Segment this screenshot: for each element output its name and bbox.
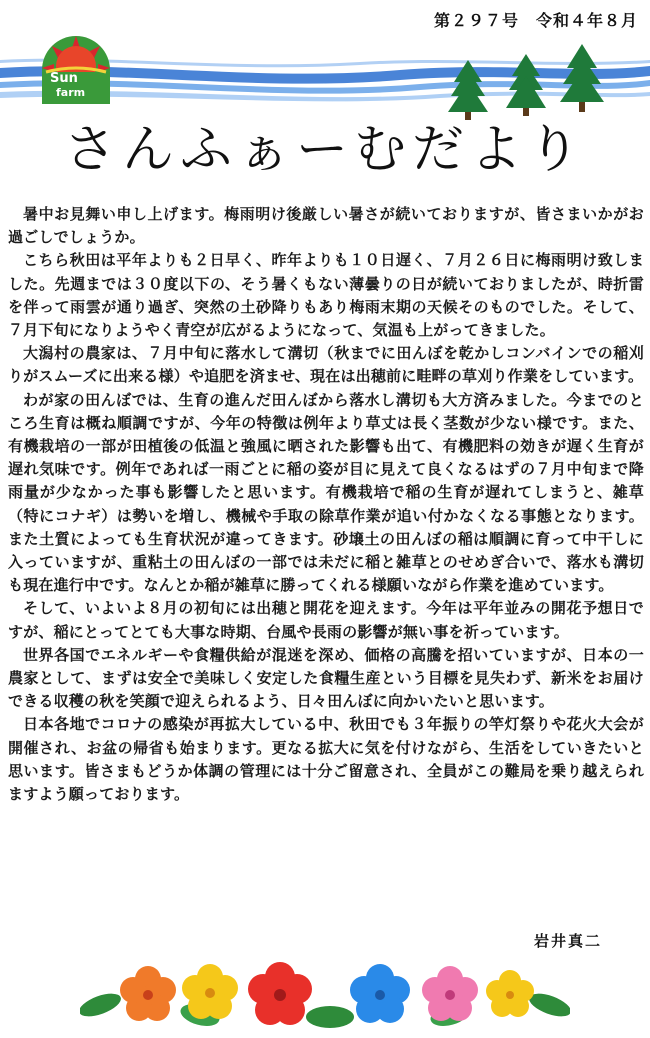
hibiscus-flower-icon: [248, 962, 312, 1025]
paragraph: 日本各地でコロナの感染が再拡大している中、秋田でも３年振りの竿灯祭りや花火大会が開催され、お盆の帰省も始まります。更なる拡大に気を付けながら、生活をしていきたいと思います。皆さまもどうか体調の管理には十分ご留意され、全員がこの難局を乗り越えられますよう願っております。: [8, 715, 644, 804]
issue-number-date: 第２９７号 令和４年８月: [433, 11, 638, 30]
paragraph: 暑中お見舞い申し上げます。梅雨明け後厳しい暑さが続いておりますが、皆さまいかがお過ごしでしょうか。: [8, 205, 644, 247]
paragraph: こちら秋田は平年よりも２日早く、昨年よりも１０日遅く、７月２６日に梅雨明け致しました。先週までは３０度以下の、そう暑くもない薄曇りの日が続いておりましたが、時折雷を伴って雨雲が通り過ぎ、突然の土砂降りもあり梅雨末期の天候そのものでした。そして、７月下旬になりようやく青空が広がるようになって、気温も上がってきました。: [8, 251, 644, 340]
logo-text-sun: Sun: [50, 71, 78, 86]
hibiscus-flower-icon: [120, 966, 176, 1021]
hibiscus-flower-icon: [486, 970, 534, 1017]
header-graphic: [0, 30, 650, 120]
hibiscus-flower-icon: [422, 966, 478, 1021]
signature: 岩井真二: [533, 932, 602, 950]
body-text: [8, 203, 644, 806]
paragraph: そして、いよいよ８月の初旬には出穂と開花を迎えます。今年は平年並みの開花予想日ですが、稲にとってとても大事な時期、台風や長雨の影響が無い事を祈っています。: [8, 599, 644, 641]
hibiscus-flower-icon: [350, 964, 410, 1023]
newsletter-title: さんふぁーむだより: [63, 120, 586, 180]
paragraph: わが家の田んぼでは、生育の進んだ田んぼから落水し溝切も大方済みました。今までのところ生育は概ね順調ですが、今年の特徴は例年より草丈は長く茎数が少ない様です。また、有機栽培の一部が田植後の低温と強風に晒された影響も出て、有機肥料の効きが遅く生育が遅れ気味です。例年であれば一雨ごとに稲の姿が目に見えて良くなるはずの７月中旬まで降雨量が少なかった事も影響したと思います。有機栽培で稲の生育が遅れてしまうと、雑草（特にコナギ）は勢いを増し、機械や手取の除草作業が追い付かなくなる事態となります。また土質によっても生育状況が違ってきます。砂壌土の田んぼの稲は順調に育って中干しに入っていますが、重粘土の田んぼの一部では未だに稲と雑草とのせめぎ合いで、落水も溝切も現在進行中です。なんとか稲が雑草に勝ってくれる様願いながら作業を進めています。: [8, 390, 644, 595]
paragraph: 世界各国でエネルギーや食糧供給が混迷を深め、価格の高騰を招いていますが、日本の一農家として、まずは安全で美味しく安定した食糧生産という目標を見失わず、新米をお届けできる収穫の秋を笑顔で迎えられるよう、日々田んぼに向かいたいと思います。: [8, 645, 644, 711]
hibiscus-decoration: [80, 955, 570, 1035]
logo-text-farm: farm: [56, 86, 86, 99]
hibiscus-flower-icon: [182, 964, 238, 1019]
paragraph: 大潟村の農家は、７月中旬に落水して溝切（秋までに田んぼを乾かしコンバインでの稲刈りがスムーズに出来る様）や追肥を済ませ、現在は出穂前に畦畔の草刈り作業をしています。: [8, 344, 644, 386]
